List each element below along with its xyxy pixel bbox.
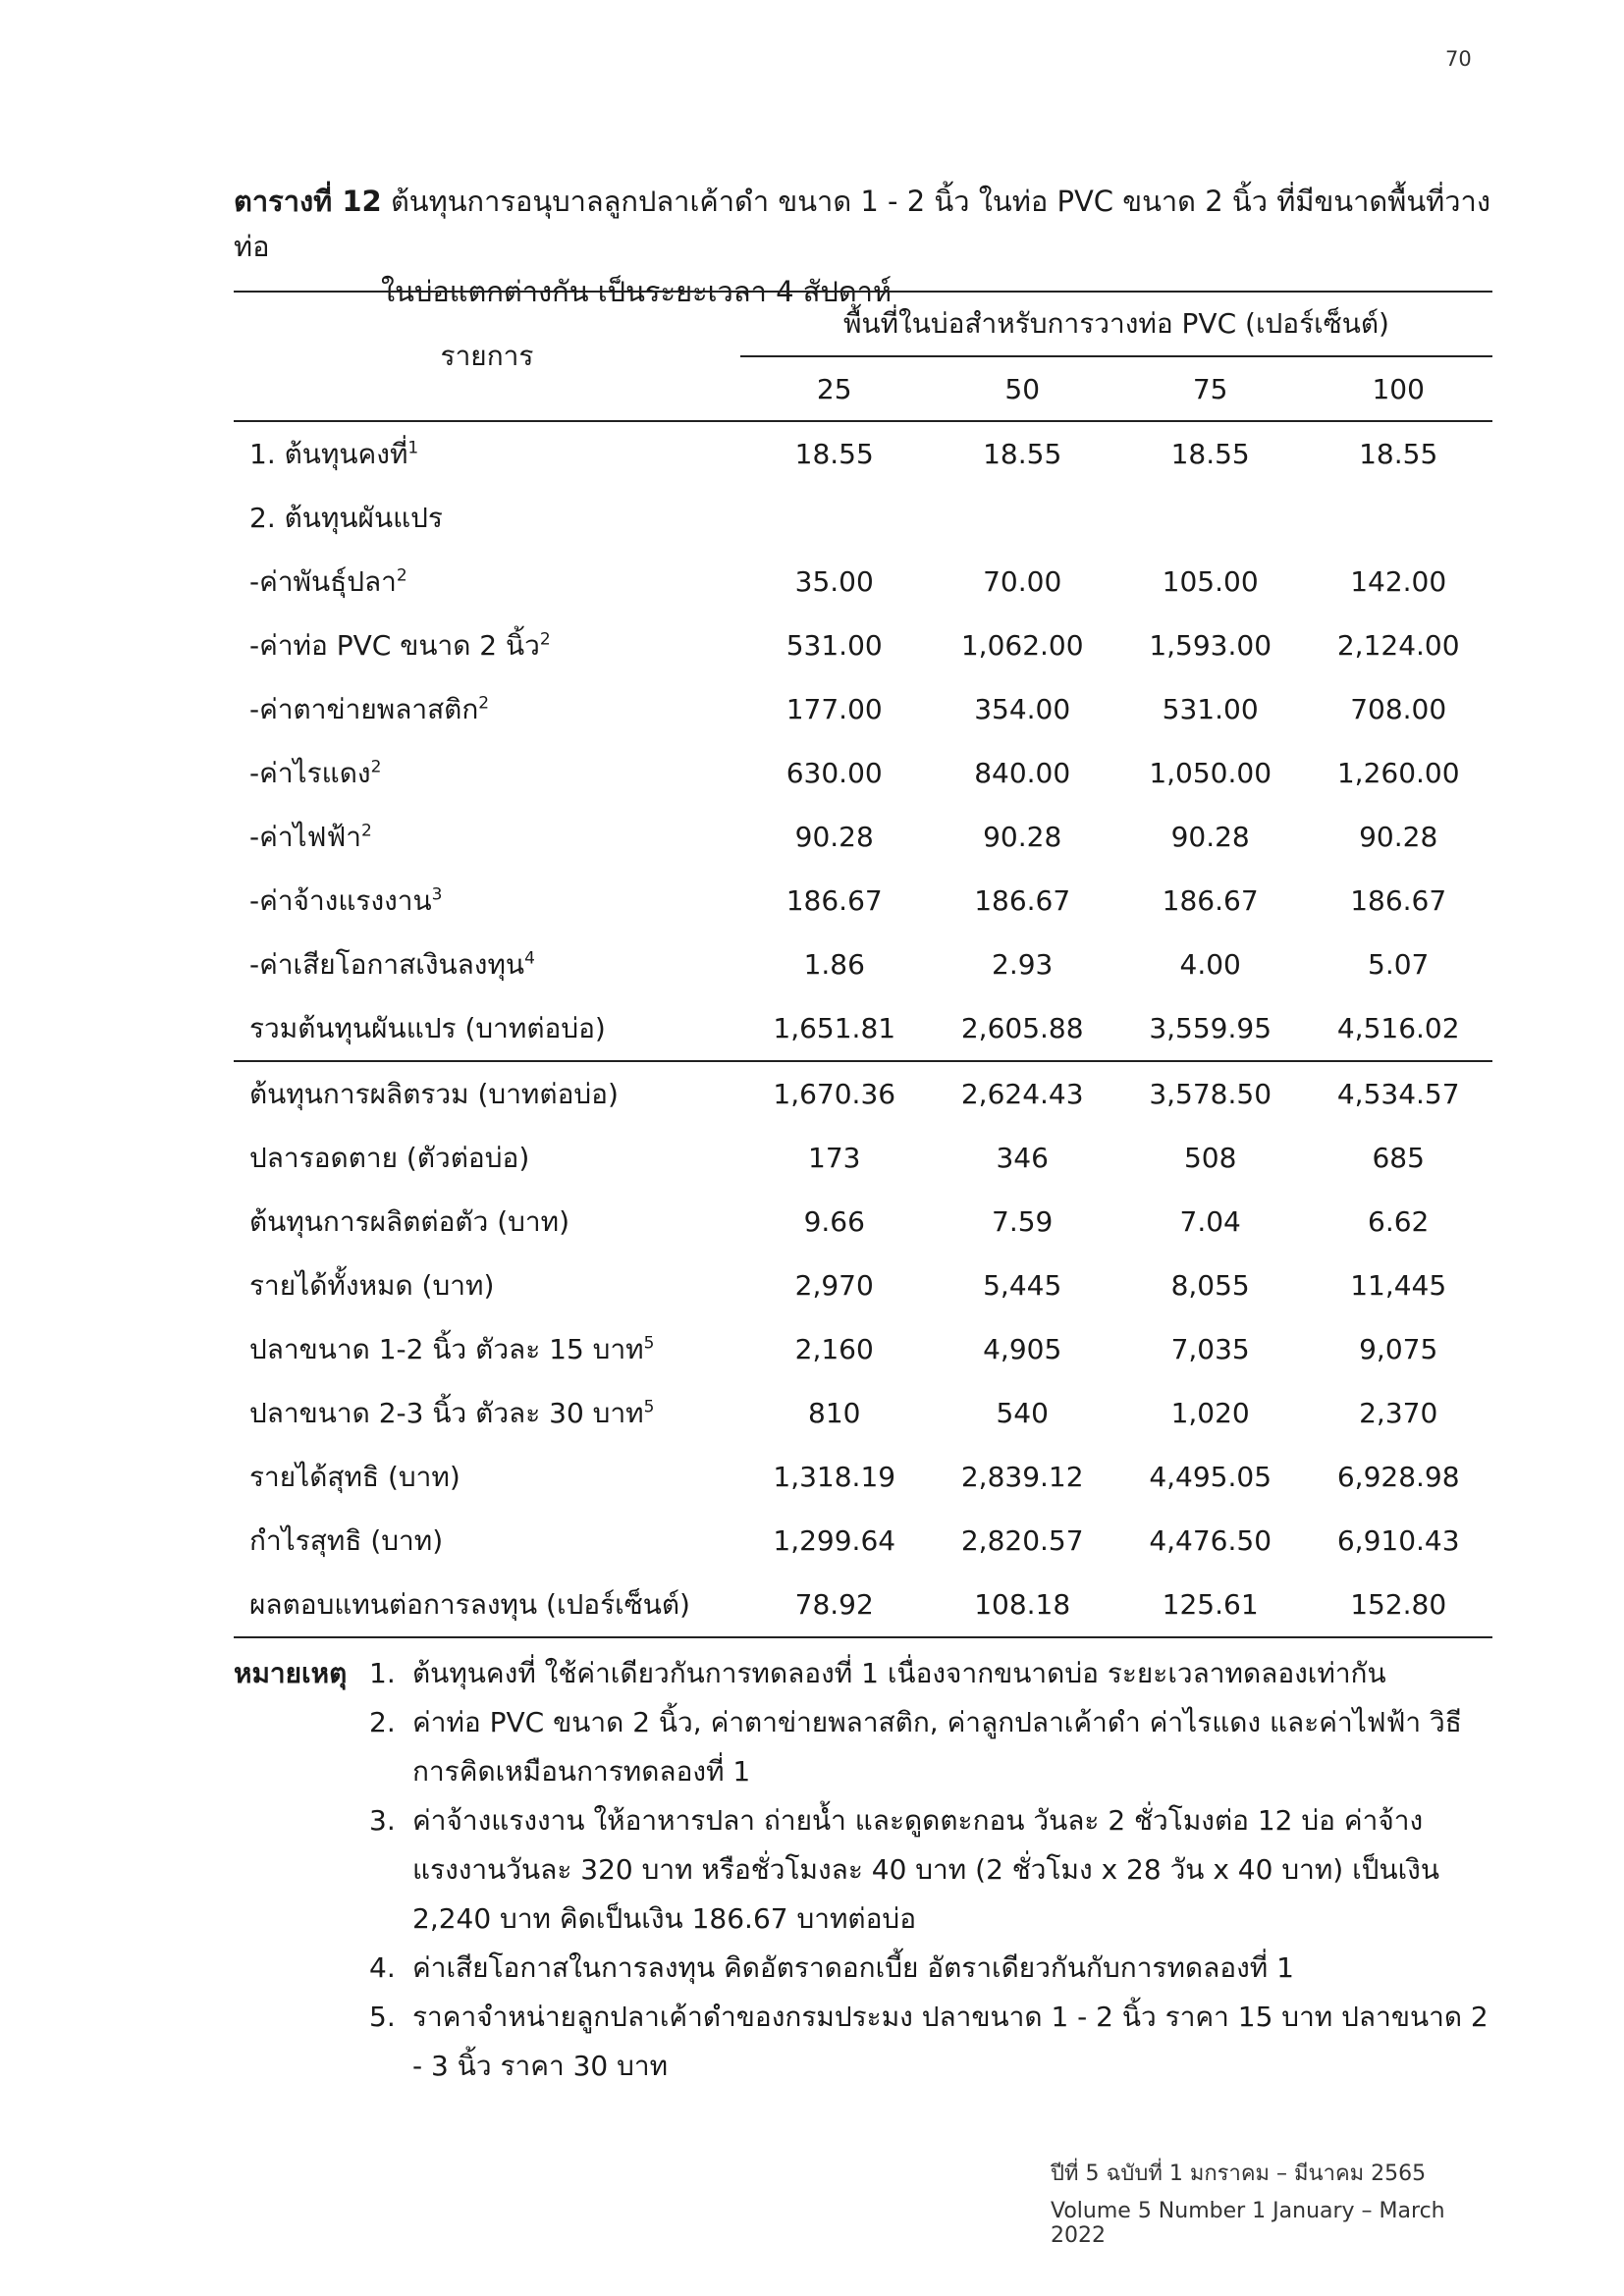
row-label: รายได้สุทธิ (บาท): [249, 1460, 460, 1493]
cell-value: [740, 486, 928, 550]
cell-value: 18.55: [794, 438, 874, 470]
note-item: [234, 1649, 1500, 1698]
cell-value: 9.66: [803, 1205, 865, 1238]
cell-value: 540: [996, 1397, 1049, 1429]
cell-value: 7.04: [1179, 1205, 1241, 1238]
note-number: 5.: [369, 2001, 396, 2033]
footnote-marker: 2: [396, 565, 407, 586]
table-row: [234, 677, 1492, 741]
cell-value: 2,970: [794, 1269, 874, 1302]
cell-value: 1.86: [803, 948, 865, 981]
note-text: ค่าจ้างแรงงาน ให้อาหารปลา ถ่ายน้ำ และดูดตะกอน วันละ 2 ชั่วโมงต่อ 12 บ่อ ค่าจ้างแรงงานวันละ 320 บาท หรือชั่วโมงละ 40 บาท (2 ชั่วโมง x 28 วัน x 40 บาท) เป็นเงิน 2,240 บาท คิดเป็นเงิน 186.67 บาทต่อบ่อ: [412, 1804, 1439, 1935]
cell-value: 173: [808, 1142, 861, 1174]
notes: [234, 1649, 1500, 2091]
note-item: [234, 1944, 1500, 1993]
footnote-marker: 3: [431, 884, 443, 905]
cell-value: 105.00: [1162, 565, 1259, 598]
cell-value: 840.00: [974, 757, 1071, 789]
cell-value: 108.18: [928, 1573, 1115, 1637]
footnote-marker: 2: [370, 757, 382, 777]
row-label: ผลตอบแทนต่อการลงทุน (เปอร์เซ็นต์): [234, 1573, 740, 1637]
cell-value: 1,651.81: [740, 996, 928, 1061]
cell-value: 1,593.00: [1149, 629, 1272, 662]
cell-value: 630.00: [785, 757, 883, 789]
footnote-marker: 2: [539, 629, 551, 650]
cell-value: 2,160: [794, 1333, 874, 1365]
cell-value: 18.55: [1170, 438, 1250, 470]
table-row: [234, 933, 1492, 996]
cell-value: 4,905: [983, 1333, 1062, 1365]
row-label: ต้นทุนการผลิตต่อตัว (บาท): [249, 1204, 569, 1238]
cell-value: [1116, 486, 1304, 550]
row-label: 1. ต้นทุนคงที่$^1$: [249, 437, 419, 470]
cell-value: 354.00: [974, 693, 1071, 725]
cell-value: 2,605.88: [928, 996, 1115, 1061]
notes-heading: หมายเหตุ: [234, 1657, 348, 1689]
footnote-marker: 2: [478, 693, 490, 714]
item-header: รายการ: [234, 292, 740, 421]
column-header: 25: [740, 356, 928, 421]
table-row: [234, 1573, 1492, 1637]
row-label: -ค่าไฟฟ้า$^2$: [249, 820, 372, 853]
cell-value: 90.28: [794, 821, 874, 853]
cell-value: 90.28: [983, 821, 1062, 853]
row-label: 2. ต้นทุนผันแปร: [249, 501, 443, 534]
cell-value: 142.00: [1350, 565, 1447, 598]
cell-value: 2,839.12: [960, 1461, 1084, 1493]
cell-value: 531.00: [785, 629, 883, 662]
note-text: ค่าท่อ PVC ขนาด 2 นิ้ว, ค่าตาข่ายพลาสติก, ค่าลูกปลาเค้าดำ ค่าไรแดง และค่าไฟฟ้า วิธีการคิดเหมือนการทดลองที่ 1: [412, 1706, 1462, 1788]
row-label: กำไรสุทธิ (บาท): [249, 1523, 444, 1557]
table-row: [234, 614, 1492, 677]
table-row: [234, 1126, 1492, 1190]
cell-value: 531.00: [1162, 693, 1259, 725]
footer-issue-english: Volume 5 Number 1 January – March 2022: [1051, 2199, 1445, 2248]
cell-value: 152.80: [1304, 1573, 1492, 1637]
note-number: 4.: [369, 1951, 396, 1984]
cell-value: 177.00: [785, 693, 883, 725]
cell-value: 346: [996, 1142, 1049, 1174]
column-header: 100: [1304, 356, 1492, 421]
table-row: [234, 1509, 1492, 1573]
cell-value: 90.28: [1170, 821, 1250, 853]
row-label: ปลาขนาด 2-3 นิ้ว ตัวละ 30 บาท$^5$: [249, 1396, 655, 1429]
table-row: [234, 1381, 1492, 1445]
row-label: รายได้ทั้งหมด (บาท): [249, 1268, 495, 1302]
cell-value: 1,050.00: [1149, 757, 1272, 789]
cell-value: 2,820.57: [960, 1524, 1084, 1557]
table-row: [234, 805, 1492, 869]
cell-value: 90.28: [1359, 821, 1438, 853]
cell-value: 7.59: [992, 1205, 1054, 1238]
row-label: -ค่าเสียโอกาสเงินลงทุน$^4$: [249, 947, 535, 981]
cell-value: 4.00: [1179, 948, 1241, 981]
footer-issue-thai: ปีที่ 5 ฉบับที่ 1 มกราคม – มีนาคม 2565: [1051, 2162, 1427, 2186]
cell-value: 1,020: [1170, 1397, 1250, 1429]
cell-value: 3,559.95: [1116, 996, 1304, 1061]
table-row: [234, 1254, 1492, 1317]
footnote-marker: 2: [361, 821, 372, 841]
note-text: ค่าเสียโอกาสในการลงทุน คิดอัตราดอกเบี้ย อัตราเดียวกันกับการทดลองที่ 1: [412, 1951, 1294, 1984]
cell-value: 35.00: [794, 565, 874, 598]
row-label: -ค่าจ้างแรงงาน$^3$: [249, 883, 443, 917]
cell-value: 125.61: [1116, 1573, 1304, 1637]
cell-value: 8,055: [1170, 1269, 1250, 1302]
row-label: -ค่าไรแดง$^2$: [249, 756, 382, 789]
footnote-marker: 1: [407, 438, 419, 458]
cell-value: 685: [1372, 1142, 1425, 1174]
cell-value: 708.00: [1350, 693, 1447, 725]
cell-value: 6,910.43: [1336, 1524, 1460, 1557]
note-number: 2.: [369, 1706, 396, 1738]
cell-value: 186.67: [785, 884, 883, 917]
cell-value: [928, 486, 1115, 550]
cell-value: 3,578.50: [1149, 1078, 1272, 1110]
cell-value: 7,035: [1170, 1333, 1250, 1365]
table-row: [234, 741, 1492, 805]
table-row: [234, 1061, 1492, 1126]
cell-value: 18.55: [1359, 438, 1438, 470]
row-label: -ค่าตาข่ายพลาสติก$^2$: [249, 692, 490, 725]
cell-value: 4,495.05: [1149, 1461, 1272, 1493]
note-item: [234, 1698, 1500, 1796]
cell-value: 70.00: [983, 565, 1062, 598]
table-row: [234, 421, 1492, 486]
table-row: [234, 1445, 1492, 1509]
cell-value: 1,318.19: [773, 1461, 896, 1493]
cell-value: 18.55: [983, 438, 1062, 470]
cell-value: 78.92: [740, 1573, 928, 1637]
caption-line1: ต้นทุนการอนุบาลลูกปลาเค้าดำ ขนาด 1 - 2 นิ้ว ในท่อ PVC ขนาด 2 นิ้ว ที่มีขนาดพื้นที่วางท่อ: [234, 185, 1491, 263]
cell-value: 810: [808, 1397, 861, 1429]
cell-value: 5.07: [1368, 948, 1430, 981]
note-number: 3.: [369, 1804, 396, 1837]
row-label: รวมต้นทุนผันแปร (บาทต่อบ่อ): [234, 996, 740, 1061]
cell-value: 6.62: [1368, 1205, 1430, 1238]
cell-value: 186.67: [1350, 884, 1447, 917]
cell-value: [1304, 486, 1492, 550]
footnote-marker: 5: [643, 1397, 655, 1417]
page-number: 70: [1445, 47, 1472, 71]
cell-value: 1,670.36: [773, 1078, 896, 1110]
cell-value: 1,260.00: [1336, 757, 1460, 789]
cell-value: 2,124.00: [1336, 629, 1460, 662]
cell-value: 4,476.50: [1149, 1524, 1272, 1557]
cell-value: 186.67: [974, 884, 1071, 917]
table-row: [234, 486, 1492, 550]
cell-value: 9,075: [1359, 1333, 1438, 1365]
cell-value: 5,445: [983, 1269, 1062, 1302]
note-item: [234, 1796, 1500, 1944]
table-body: [234, 421, 1492, 1637]
table-row: [234, 1317, 1492, 1381]
column-header: 75: [1116, 356, 1304, 421]
cell-value: 1,299.64: [773, 1524, 896, 1557]
note-text: ราคาจำหน่ายลูกปลาเค้าดำของกรมประมง ปลาขนาด 1 - 2 นิ้ว ราคา 15 บาท ปลาขนาด 2 - 3 นิ้ว ราคา 30 บาท: [412, 2001, 1489, 2082]
footnote-marker: 5: [643, 1333, 655, 1354]
cell-value: 11,445: [1350, 1269, 1447, 1302]
cell-value: 2,624.43: [960, 1078, 1084, 1110]
row-label: ปลาขนาด 1-2 นิ้ว ตัวละ 15 บาท$^5$: [249, 1332, 655, 1365]
cell-value: 1,062.00: [960, 629, 1084, 662]
note-text: ต้นทุนคงที่ ใช้ค่าเดียวกันการทดลองที่ 1 เนื่องจากขนาดบ่อ ระยะเวลาทดลองเท่ากัน: [412, 1657, 1386, 1689]
cell-value: 4,534.57: [1336, 1078, 1460, 1110]
note-number: 1.: [369, 1657, 396, 1689]
cell-value: 2.93: [992, 948, 1054, 981]
cost-table: [234, 291, 1492, 1638]
cell-value: 2,370: [1359, 1397, 1438, 1429]
table-row: [234, 869, 1492, 933]
footnote-marker: 4: [524, 948, 535, 969]
table-row: [234, 550, 1492, 614]
cell-value: 4,516.02: [1304, 996, 1492, 1061]
row-label: -ค่าพันธุ์ปลา$^2$: [249, 564, 407, 598]
note-item: [234, 1993, 1500, 2091]
cell-value: 186.67: [1162, 884, 1259, 917]
cell-value: 6,928.98: [1336, 1461, 1460, 1493]
row-label: ต้นทุนการผลิตรวม (บาทต่อบ่อ): [249, 1077, 619, 1110]
table-row: [234, 996, 1492, 1061]
caption-line2: ในบ่อแตกต่างกัน เป็นระยะเวลา 4 สัปดาห์: [381, 275, 893, 308]
column-header: 50: [928, 356, 1115, 421]
caption-label: ตารางที่ 12: [234, 185, 382, 218]
cell-value: 508: [1183, 1142, 1237, 1174]
row-label: -ค่าท่อ PVC ขนาด 2 นิ้ว$^2$: [249, 628, 551, 662]
row-label: ปลารอดตาย (ตัวต่อบ่อ): [249, 1141, 530, 1174]
group-header: พื้นที่ในบ่อสำหรับการวางท่อ PVC (เปอร์เซ็นต์): [740, 292, 1492, 356]
table-row: [234, 1190, 1492, 1254]
